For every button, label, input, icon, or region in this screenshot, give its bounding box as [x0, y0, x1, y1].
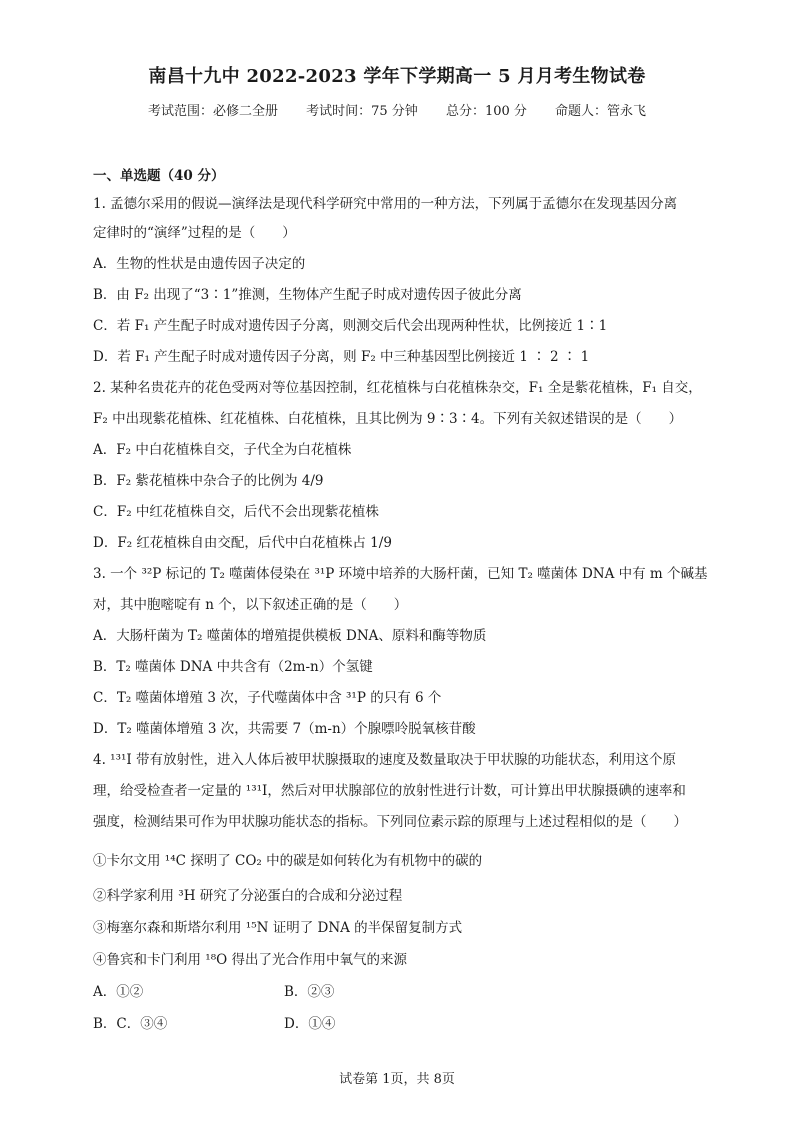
q1-option-d: D．若 F₁ 产生配子时成对遗传因子分离，则 F₂ 中三种基因型比例接近 1 ∶ 2 ∶ 1: [93, 349, 590, 365]
q4-stem-line3: 强度，检测结果可作为甲状腺功能状态的指标。下列同位素示踪的原理与上述过程相似的是（ ）: [93, 814, 687, 830]
q3-option-c: C．T₂ 噬菌体增殖 3 次，子代噬菌体中含 ³¹P 的只有 6 个: [93, 690, 442, 706]
q4-option-a: A．①②: [93, 984, 144, 1000]
q1-option-a: A．生物的性状是由遗传因子决定的: [93, 256, 306, 272]
q2-stem-line1: 2. 某种名贵花卉的花色受两对等位基因控制，红花植株与白花植株杂交，F₁ 全是紫花植株，F₁ 自交，: [93, 380, 702, 396]
q2-option-a: A．F₂ 中白花植株自交，子代全为白花植株: [93, 442, 352, 458]
q2-option-d: D．F₂ 红花植株自由交配，后代中白花植株占 1/9: [93, 535, 392, 551]
q3-stem-line2: 对，其中胞嘧啶有 n 个，以下叙述正确的是（ ）: [93, 597, 408, 613]
q3-option-d: D．T₂ 噬菌体增殖 3 次，共需要 7（m-n）个腺嘌呤脱氧核苷酸: [93, 721, 476, 737]
exam-score: 总分：100 分: [445, 104, 527, 119]
q4-option-d: D．①④: [284, 1016, 336, 1032]
q1-stem-line2: 定律时的“演绎”过程的是（ ）: [93, 225, 296, 241]
q3-option-b: B．T₂ 噬菌体 DNA 中共含有（2m-n）个氢键: [93, 659, 373, 675]
q4-item-2: ②科学家利用 ³H 研究了分泌蛋白的合成和分泌过程: [93, 888, 403, 904]
exam-title: 南昌十九中 2022-2023 学年下学期高一 5 月月考生物试卷: [148, 66, 646, 87]
exam-author: 命题人：管永飞: [555, 104, 647, 119]
q4-option-b: B．②③: [284, 984, 335, 1000]
section-title: 一、单选题（40 分）: [93, 168, 225, 184]
exam-meta: [0, 100, 794, 119]
page-footer: 试卷第 1页，共 8页: [339, 1072, 455, 1087]
q1-option-b: B．由 F₂ 出现了“3∶1”推测，生物体产生配子时成对遗传因子彼此分离: [93, 287, 522, 303]
q1-stem-line1: 1. 孟德尔采用的假说—演绎法是现代科学研究中常用的一种方法，下列属于孟德尔在发现基因分离: [93, 196, 678, 212]
q4-option-c: B．C．③④: [93, 1016, 168, 1032]
exam-scope: 考试范围：必修二全册: [147, 104, 278, 119]
q3-stem-line1: 3. 一个 ³²P 标记的 T₂ 噬菌体侵染在 ³¹P 环境中培养的大肠杆菌，已知 T₂ 噬菌体 DNA 中有 m 个碱基: [93, 566, 708, 582]
q4-item-4: ④鲁宾和卡门利用 ¹⁸O 得出了光合作用中氧气的来源: [93, 952, 407, 968]
q2-stem-line2: F₂ 中出现紫花植株、红花植株、白花植株，且其比例为 9∶3∶4。下列有关叙述错误的是（ ）: [93, 411, 683, 427]
q4-stem-line2: 理，给受检查者一定量的 ¹³¹I，然后对甲状腺部位的放射性进行计数，可计算出甲状腺摄碘的速率和: [93, 783, 686, 799]
q2-option-b: B．F₂ 紫花植株中杂合子的比例为 4/9: [93, 473, 324, 489]
q4-item-1: ①卡尔文用 ¹⁴C 探明了 CO₂ 中的碳是如何转化为有机物中的碳的: [93, 853, 483, 869]
exam-time: 考试时间：75 分钟: [306, 104, 418, 119]
q4-item-3: ③梅塞尔森和斯塔尔利用 ¹⁵N 证明了 DNA 的半保留复制方式: [93, 920, 463, 936]
q4-stem-line1: 4. ¹³¹I 带有放射性，进入人体后被甲状腺摄取的速度及数量取决于甲状腺的功能状态，利用这个原: [93, 752, 677, 768]
q1-option-c: C．若 F₁ 产生配子时成对遗传因子分离，则测交后代会出现两种性状，比例接近 1∶1: [93, 318, 608, 334]
q3-option-a: A．大肠杆菌为 T₂ 噬菌体的增殖提供模板 DNA、原料和酶等物质: [93, 628, 487, 644]
q2-option-c: C．F₂ 中红花植株自交，后代不会出现紫花植株: [93, 504, 379, 520]
